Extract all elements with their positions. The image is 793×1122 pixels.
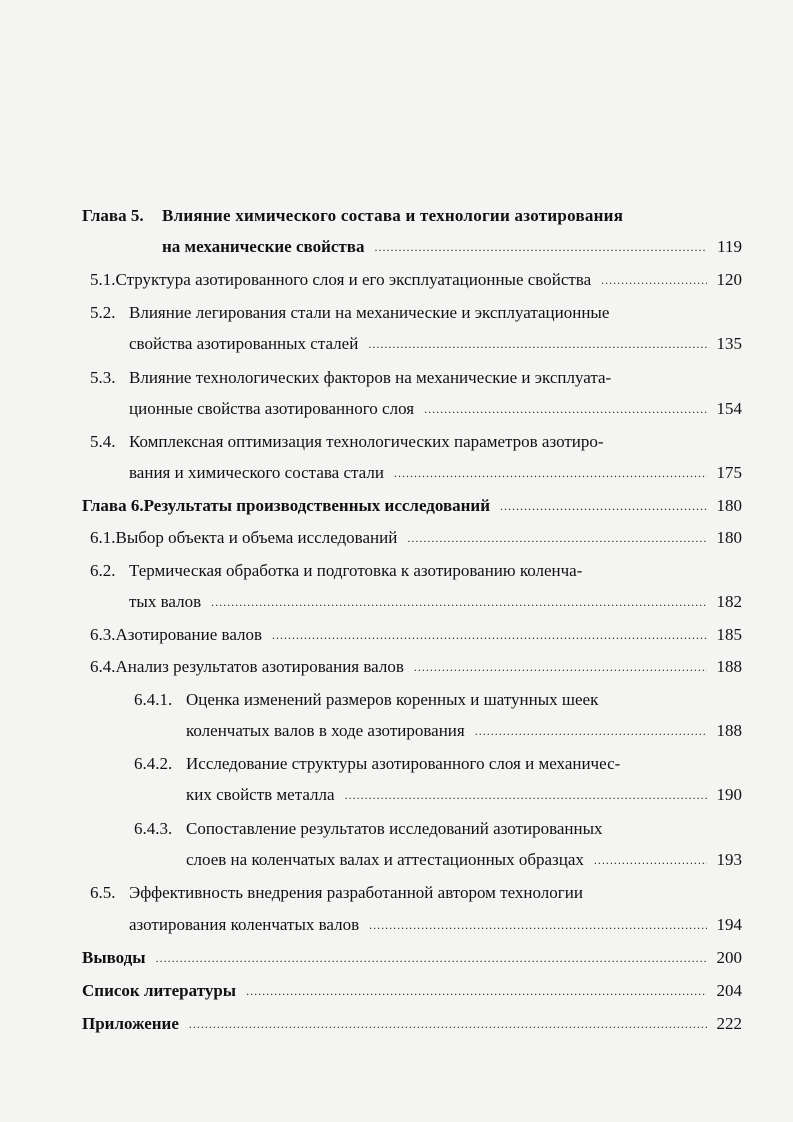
toc-leader-dots [407, 526, 706, 550]
toc-leader-dots [475, 719, 707, 743]
toc-entry-number: 6.4.3. [134, 819, 173, 838]
toc-entry-5-1 [90, 268, 742, 292]
toc-entry-number: 6.4.1. [134, 690, 173, 709]
toc-entry-title: ких свойств металла [186, 785, 335, 804]
toc-entry-number: 6.4. [90, 657, 116, 676]
toc-entry-title: Выводы [82, 948, 146, 967]
toc-page-number: 119 [717, 237, 742, 256]
toc-entry-title: свойства азотированных сталей [129, 334, 359, 353]
toc-entry-6-4-1 [134, 688, 742, 712]
toc-leader-dots [189, 1012, 707, 1036]
toc-entry-6-4-2 [134, 752, 742, 776]
toc-entry-6-5-cont [129, 913, 742, 937]
toc-entry-number: 5.3. [90, 368, 116, 387]
toc-page-number: 204 [716, 981, 742, 1000]
toc-entry-title: Сопоставление результатов исследований азотированных [186, 819, 603, 838]
toc-entry-title: Термическая обработка и подготовка к азотированию коленча- [129, 561, 583, 580]
toc-entry-6-3 [90, 623, 742, 647]
toc-entry-title: Список литературы [82, 981, 237, 1000]
toc-entry-title: вания и химического состава стали [129, 463, 384, 482]
toc-entry-6-4 [90, 655, 742, 679]
toc-entry-number: 5.4. [90, 432, 116, 451]
toc-entry-5-4 [90, 430, 742, 454]
toc-entry-6-4-2-cont [186, 783, 742, 807]
toc-leader-dots [500, 494, 706, 518]
toc-entry-5-2 [90, 301, 742, 325]
toc-page-number: 185 [716, 625, 742, 644]
toc-entry-number: 6.2. [90, 561, 116, 580]
toc-entry-title: слоев на коленчатых валах и аттестационных образцах [186, 850, 584, 869]
toc-entry-6-4-3 [134, 817, 742, 841]
toc-entry-title: на механические свойства [162, 237, 365, 256]
toc-leader-dots [424, 397, 706, 421]
toc-leader-dots [368, 332, 706, 356]
toc-chapter-5-heading [82, 204, 742, 228]
toc-appendix [82, 1012, 742, 1036]
toc-entry-title: Структура азотированного слоя и его эксплуатационные свойства [115, 270, 592, 289]
toc-page-number: 182 [716, 592, 742, 611]
toc-entry-6-5 [90, 881, 742, 905]
toc-bibliography [82, 979, 742, 1003]
toc-entry-title: тых валов [129, 592, 202, 611]
toc-entry-title: Исследование структуры азотированного слоя и механичес- [186, 754, 621, 773]
toc-entry-title: Влияние химического состава и технологии азотирования [162, 206, 624, 225]
toc-page-number: 180 [716, 528, 742, 547]
toc-entry-title: Оценка изменений размеров коренных и шатунных шеек [186, 690, 599, 709]
toc-page-number: 193 [716, 850, 742, 869]
toc-page-number: 135 [716, 334, 742, 353]
toc-entry-5-4-cont [129, 461, 742, 485]
toc-entry-number: 6.1. [90, 528, 116, 547]
toc-leader-dots [156, 946, 707, 970]
toc-leader-dots [272, 623, 706, 647]
toc-page-number: 188 [716, 721, 742, 740]
toc-chapter-5-heading-cont [162, 235, 742, 259]
toc-conclusions [82, 946, 742, 970]
toc-leader-dots [374, 235, 707, 259]
toc-page-number: 154 [716, 399, 742, 418]
toc-entry-title: Влияние технологических факторов на механические и эксплуата- [129, 368, 612, 387]
toc-entry-title: Результаты производственных исследований [143, 496, 491, 515]
toc-entry-number: 5.1. [90, 270, 116, 289]
toc-entry-6-4-1-cont [186, 719, 742, 743]
toc-entry-title: Влияние легирования стали на механические и эксплуатационные [129, 303, 610, 322]
toc-leader-dots [345, 783, 707, 807]
toc-leader-dots [414, 655, 707, 679]
toc-entry-title: Выбор объекта и объема исследований [115, 528, 398, 547]
toc-entry-6-2 [90, 559, 742, 583]
toc-entry-6-2-cont [129, 590, 742, 614]
toc-entry-title: Комплексная оптимизация технологических параметров азотиро- [129, 432, 604, 451]
toc-leader-dots [394, 461, 707, 485]
toc-page-number: 175 [716, 463, 742, 482]
toc-entry-6-4-3-cont [186, 848, 742, 872]
toc-entry-title: ционные свойства азотированного слоя [129, 399, 415, 418]
toc-entry-number: 5.2. [90, 303, 116, 322]
toc-page-number: 180 [716, 496, 742, 515]
toc-entry-5-2-cont [129, 332, 742, 356]
toc-entry-number: 6.4.2. [134, 754, 173, 773]
toc-entry-title: Анализ результатов азотирования валов [115, 657, 404, 676]
toc-page-number: 190 [716, 785, 742, 804]
toc-leader-dots [211, 590, 706, 614]
toc-leader-dots [601, 268, 706, 292]
toc-leader-dots [246, 979, 706, 1003]
toc-entry-5-3 [90, 366, 742, 390]
toc-entry-6-1 [90, 526, 742, 550]
toc-entry-number: 6.3. [90, 625, 116, 644]
toc-entry-title: Эффективность внедрения разработанной автором технологии [129, 883, 583, 902]
toc-page-number: 222 [716, 1014, 742, 1033]
toc-entry-title: азотирования коленчатых валов [129, 915, 360, 934]
toc-page-number: 194 [716, 915, 742, 934]
toc-entry-5-3-cont [129, 397, 742, 421]
toc-leader-dots [369, 913, 706, 937]
toc-entry-title: коленчатых валов в ходе азотирования [186, 721, 465, 740]
toc-entry-number: Глава 5. [82, 206, 144, 225]
toc-page-number: 188 [716, 657, 742, 676]
toc-chapter-6-heading [82, 494, 742, 518]
toc-entry-title: Приложение [82, 1014, 179, 1033]
toc-entry-title: Азотирование валов [115, 625, 263, 644]
toc-entry-number: 6.5. [90, 883, 116, 902]
toc-entry-number: Глава 6. [82, 496, 144, 515]
toc-leader-dots [594, 848, 707, 872]
toc-page-number: 200 [716, 948, 742, 967]
toc-page-number: 120 [716, 270, 742, 289]
